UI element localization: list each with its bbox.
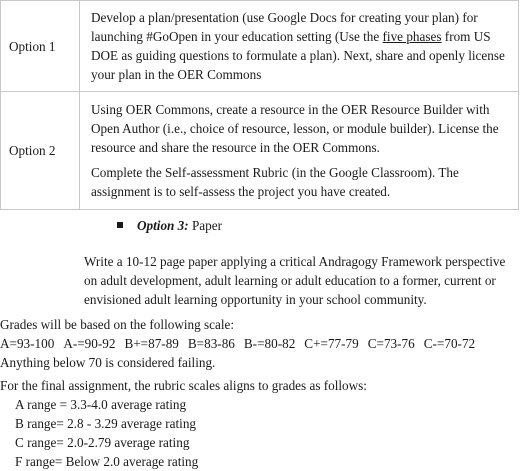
rubric-intro: For the final assignment, the rubric scales aligns to grades as follows: bbox=[0, 378, 367, 393]
option-3-title: Option 3: bbox=[137, 218, 189, 233]
grade-b-minus: B-=80-82 bbox=[243, 336, 296, 351]
option-row-1 bbox=[1, 1, 519, 92]
option-3-name: Paper bbox=[191, 218, 222, 233]
option-2-paragraph-2: Complete the Self-assessment Rubric (in the Google Classroom). The assignment is to self-assess the project you have created. bbox=[91, 165, 459, 199]
option-1-text-end: from US DOE as guiding questions to formulate a plan). Next, share and openly license your plan in the OER Commons bbox=[91, 29, 505, 82]
option-row-2 bbox=[1, 92, 519, 210]
rubric-range-f: F range= Below 2.0 average rating bbox=[15, 454, 199, 469]
option-2-label: Option 2 bbox=[1, 92, 80, 210]
option-3-heading bbox=[117, 216, 222, 235]
options-table bbox=[0, 0, 519, 210]
rubric-range-a: A range = 3.3-4.0 average rating bbox=[15, 397, 187, 412]
rubric-range-b: B range= 2.8 - 3.29 average rating bbox=[15, 416, 197, 431]
option-3-description: Write a 10-12 page paper applying a critical Andragogy Framework perspective on adult development, adult learning or adult education to a former, current or envisioned adult learning opportunity in your school community. bbox=[84, 254, 506, 307]
option-1-label: Option 1 bbox=[1, 1, 80, 92]
option-2-paragraph-1: Using OER Commons, create a resource in the OER Resource Builder with Open Author (i.e., choice of resource, lesson, or module builder). License the resource and share the resource in the OER Commons. bbox=[91, 102, 499, 155]
grade-c-minus: C-=70-72 bbox=[423, 336, 476, 351]
grade-c: C=73-76 bbox=[367, 336, 415, 351]
five-phases-link[interactable]: five phases bbox=[382, 29, 442, 44]
failing-note: Anything below 70 is considered failing. bbox=[0, 355, 216, 370]
grade-scale-row bbox=[0, 334, 520, 353]
option-1-text-start: Develop a plan/presentation (use Google Docs for creating your plan) for launching #GoOpen in your education setting (Use the bbox=[91, 10, 478, 44]
rubric-range-c: C range= 2.0-2.79 average rating bbox=[15, 435, 190, 450]
grade-c-plus: C+=77-79 bbox=[304, 336, 359, 351]
option-1-text bbox=[91, 8, 512, 84]
grade-a: A=93-100 bbox=[0, 336, 55, 351]
grading-intro: Grades will be based on the following scale: bbox=[0, 317, 235, 332]
bullet-square-icon bbox=[117, 222, 123, 228]
rubric-scale bbox=[0, 376, 520, 471]
grading-scale bbox=[0, 315, 520, 372]
option-2-description bbox=[80, 92, 519, 210]
grade-a-minus: A-=90-92 bbox=[63, 336, 116, 351]
grade-b: B=83-86 bbox=[187, 336, 235, 351]
grade-b-plus: B+=87-89 bbox=[124, 336, 179, 351]
option-1-description bbox=[80, 1, 519, 92]
